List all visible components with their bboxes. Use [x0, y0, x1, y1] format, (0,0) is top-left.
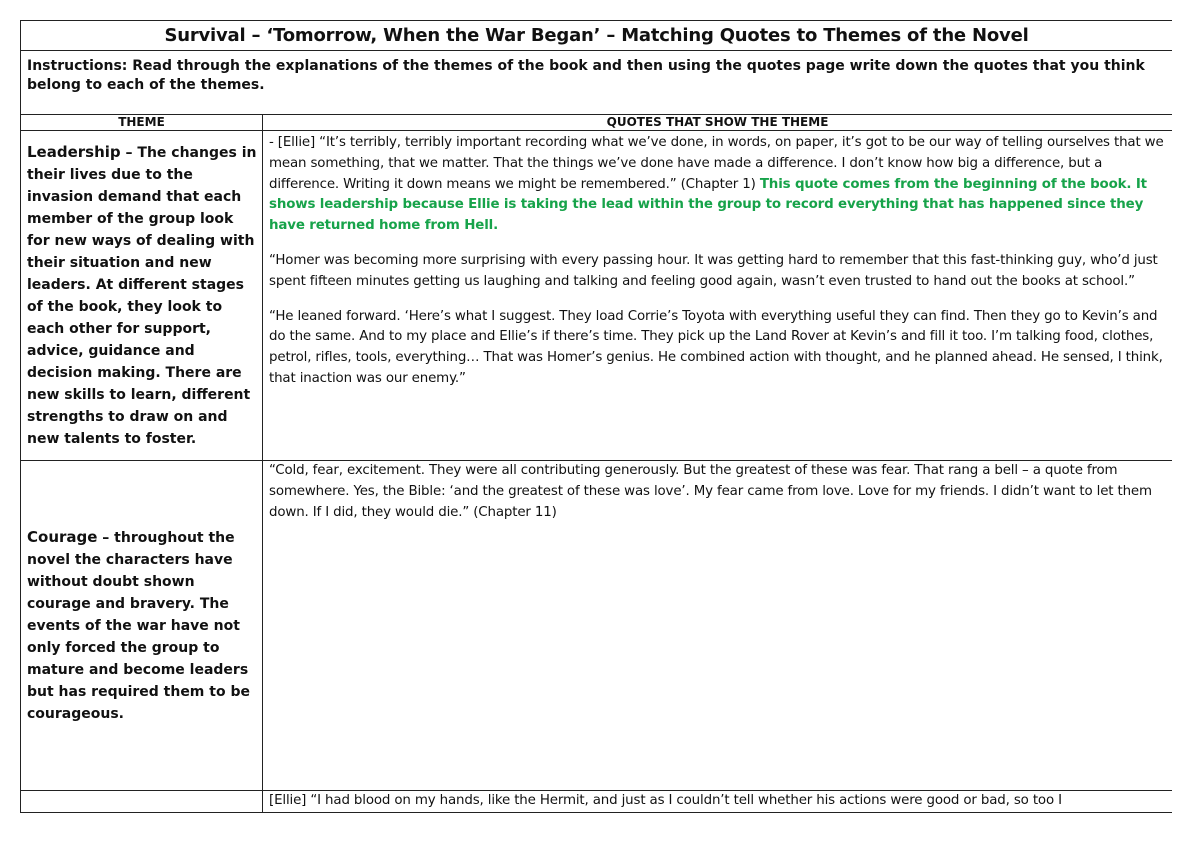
- quote-note: This quote comes from the beginning of the book. It shows leadership because Ellie is taking the lead within the group to record everything that has happened since they have returned home from Hell.: [269, 176, 1147, 234]
- quotes-cell-courage: [263, 461, 1173, 791]
- quotes-cell-leadership: [263, 131, 1173, 461]
- quote-block: [269, 133, 1166, 237]
- theme-name: Leadership: [27, 143, 121, 161]
- theme-cell-courage: [21, 461, 263, 791]
- quotes-cell-next: [263, 791, 1173, 813]
- theme-description: – throughout the novel the characters have without doubt shown courage and bravery. The events of the war have not only forced the group to mature and become leaders but has required them to be courageous.: [27, 530, 250, 722]
- page-title: Survival – ‘Tomorrow, When the War Began’ – Matching Quotes to Themes of the Novel: [21, 21, 1173, 51]
- table-row: [21, 461, 1173, 791]
- quote-text: [Ellie] “I had blood on my hands, like the Hermit, and just as I couldn’t tell whether his actions were good or bad, so too I: [269, 793, 1062, 808]
- theme-name: Courage: [27, 528, 98, 546]
- quote-text: - [Ellie] “It’s terribly, terribly important recording what we’ve done, in words, on paper, it’s got to be our way of telling ourselves that we mean something, that we matter. That the things we’ve done have made a difference. I don’t know how big a difference, but a difference. Writing it down means we might be remembered.” (Chapter 1): [269, 135, 1164, 192]
- theme-cell-empty: [21, 791, 263, 813]
- quote-text: “Homer was becoming more surprising with every passing hour. It was getting hard to remember that this fast-thinking guy, who’d just spent fifteen minutes getting us laughing and talking and feeling good again, wasn’t even trusted to hand out the books at school.”: [269, 252, 1158, 289]
- header-theme: THEME: [21, 115, 263, 131]
- theme-cell-leadership: [21, 131, 263, 461]
- themes-table: [20, 20, 1172, 813]
- quote-text: “Cold, fear, excitement. They were all contributing generously. But the greatest of these was fear. That rang a bell – a quote from somewhere. Yes, the Bible: ‘and the greatest of these was love’. My fear came from love. Love for my friends. I didn’t want to let them down. If I did, they would die.” (Chapter 11): [269, 463, 1152, 520]
- instructions-text: Instructions: Read through the explanations of the themes of the book and then using the quotes page write down the quotes that you think belong to each of the themes.: [21, 51, 1173, 115]
- table-row: [21, 131, 1173, 461]
- quote-text: “He leaned forward. ‘Here’s what I suggest. They load Corrie’s Toyota with everything useful they can find. Then they go to Kevin’s and do the same. And to my place and Ellie’s if there’s time. They pick up the Land Rover at Kevin’s and fill it too. I’m talking food, clothes, petrol, rifles, tools, everything… That was Homer’s genius. He combined action with thought, and he planned ahead. He sensed, I think, that inaction was our enemy.”: [269, 308, 1163, 386]
- theme-description: – The changes in their lives due to the invasion demand that each member of the group look for new ways of dealing with their situation and new leaders. At different stages of the book, they look to each other for support, advice, guidance and decision making. There are new skills to learn, different strengths to draw on and new talents to foster.: [27, 145, 257, 447]
- header-quotes: QUOTES THAT SHOW THE THEME: [263, 115, 1173, 131]
- worksheet: [20, 20, 1172, 815]
- table-row: [21, 791, 1173, 813]
